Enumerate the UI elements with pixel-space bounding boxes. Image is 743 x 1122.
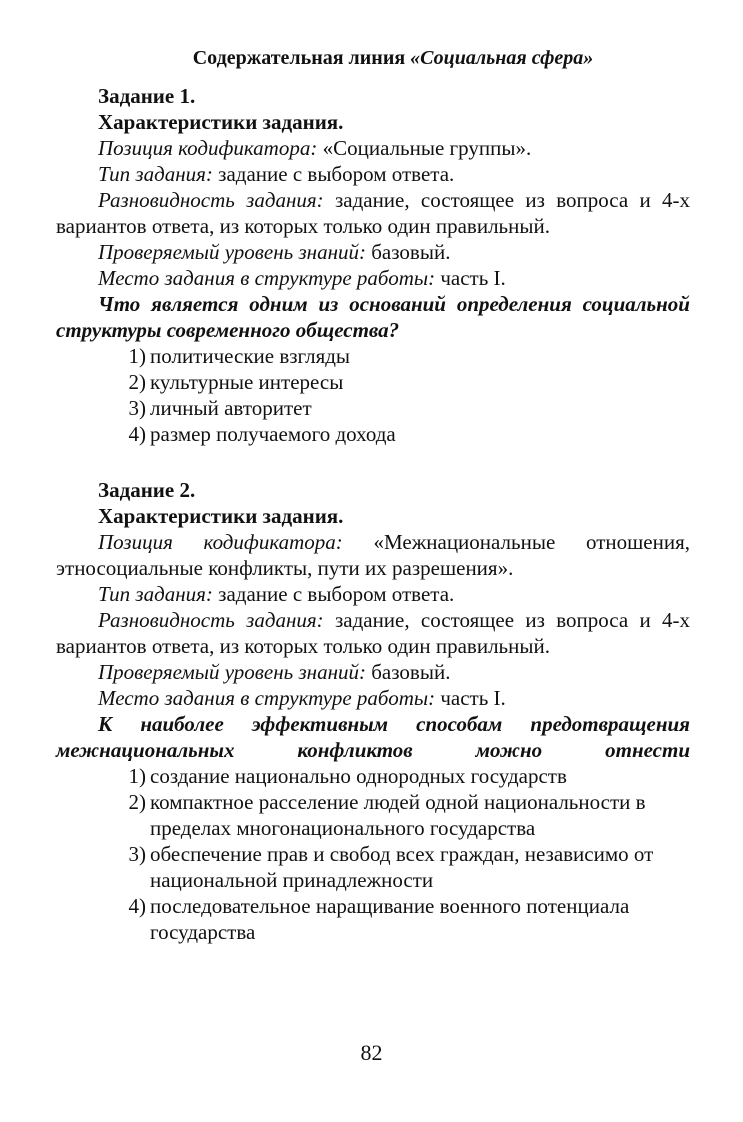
answer-option <box>126 343 690 369</box>
answer-number: 2) <box>128 790 146 814</box>
task-variety <box>56 187 690 239</box>
answer-list <box>126 343 690 447</box>
task-type-value: задание с выбором ответа. <box>212 162 455 186</box>
task-variety-value: задание, состоящее из вопроса и 4-х вариантов ответа, из которых только один правильный. <box>56 188 690 238</box>
answer-text: создание национально однородных государств <box>150 764 567 788</box>
answer-option <box>126 369 690 395</box>
answer-option <box>126 395 690 421</box>
task-variety <box>56 607 690 659</box>
task-subtitle: Характеристики задания. <box>98 504 344 528</box>
answer-number: 3) <box>128 396 146 420</box>
answer-text: размер получаемого дохода <box>150 422 396 446</box>
task-type <box>56 581 690 607</box>
section-heading-line: «Социальная сфера» <box>410 47 594 69</box>
knowledge-level <box>56 239 690 265</box>
task-place-label: Место задания в структуре работы: <box>98 686 436 710</box>
codifier-value: «Социальные группы». <box>317 136 532 160</box>
task-question: К наиболее эффективным способам предотвращения межнациональных конфликтов можно отнести <box>56 712 690 762</box>
task-variety-label: Разновидность задания: <box>98 188 324 212</box>
task-2 <box>56 477 690 945</box>
answer-text: личный авторитет <box>150 396 312 420</box>
task-type <box>56 161 690 187</box>
answer-option <box>126 763 690 789</box>
answer-option <box>126 421 690 447</box>
answer-text: политические взгляды <box>150 344 351 368</box>
answer-number: 1) <box>128 344 146 368</box>
answer-number: 2) <box>128 370 146 394</box>
codifier-position <box>56 135 690 161</box>
answer-option <box>126 893 690 945</box>
answer-option <box>126 789 690 841</box>
codifier-label: Позиция кодификатора: <box>98 530 343 554</box>
answer-number: 3) <box>128 842 146 866</box>
task-type-label: Тип задания: <box>98 162 213 186</box>
answer-number: 1) <box>128 764 146 788</box>
answer-list <box>126 763 690 945</box>
knowledge-level-label: Проверяемый уровень знаний: <box>98 240 366 264</box>
task-title: Задание 1. <box>98 84 196 108</box>
task-place <box>56 265 690 291</box>
task-place <box>56 685 690 711</box>
task-place-value: часть I. <box>435 266 506 290</box>
task-1 <box>56 83 690 447</box>
codifier-value: «Межнациональные отношения, этносоциальные конфликты, пути их разрешения». <box>56 530 690 580</box>
task-place-label: Место задания в структуре работы: <box>98 266 436 290</box>
task-place-value: часть I. <box>435 686 506 710</box>
page-content <box>56 45 690 945</box>
answer-text: последовательное наращивание военного потенциала государства <box>150 894 630 944</box>
task-subtitle: Характеристики задания. <box>98 110 344 134</box>
answer-number: 4) <box>128 894 146 918</box>
knowledge-level-label: Проверяемый уровень знаний: <box>98 660 366 684</box>
answer-text: обеспечение прав и свобод всех граждан, независимо от национальной принадлежности <box>150 842 654 892</box>
task-variety-label: Разновидность задания: <box>98 608 324 632</box>
answer-text: компактное расселение людей одной национальности в пределах многонационального государства <box>150 790 646 840</box>
task-variety-value: задание, состоящее из вопроса и 4-х вариантов ответа, из которых только один правильный. <box>56 608 690 658</box>
knowledge-level <box>56 659 690 685</box>
task-type-value: задание с выбором ответа. <box>212 582 455 606</box>
codifier-position <box>56 529 690 581</box>
task-spacer <box>56 447 690 477</box>
page-number: 82 <box>360 1040 383 1065</box>
answer-text: культурные интересы <box>150 370 344 394</box>
codifier-label: Позиция кодификатора: <box>98 136 318 160</box>
section-heading-prefix: Содержательная линия <box>192 47 411 69</box>
knowledge-level-value: базовый. <box>366 240 451 264</box>
knowledge-level-value: базовый. <box>366 660 451 684</box>
section-heading <box>96 45 690 71</box>
task-type-label: Тип задания: <box>98 582 213 606</box>
answer-option <box>126 841 690 893</box>
answer-number: 4) <box>128 422 146 446</box>
task-question: Что является одним из оснований определения социальной структуры современного общества? <box>56 292 690 342</box>
task-title: Задание 2. <box>98 478 196 502</box>
